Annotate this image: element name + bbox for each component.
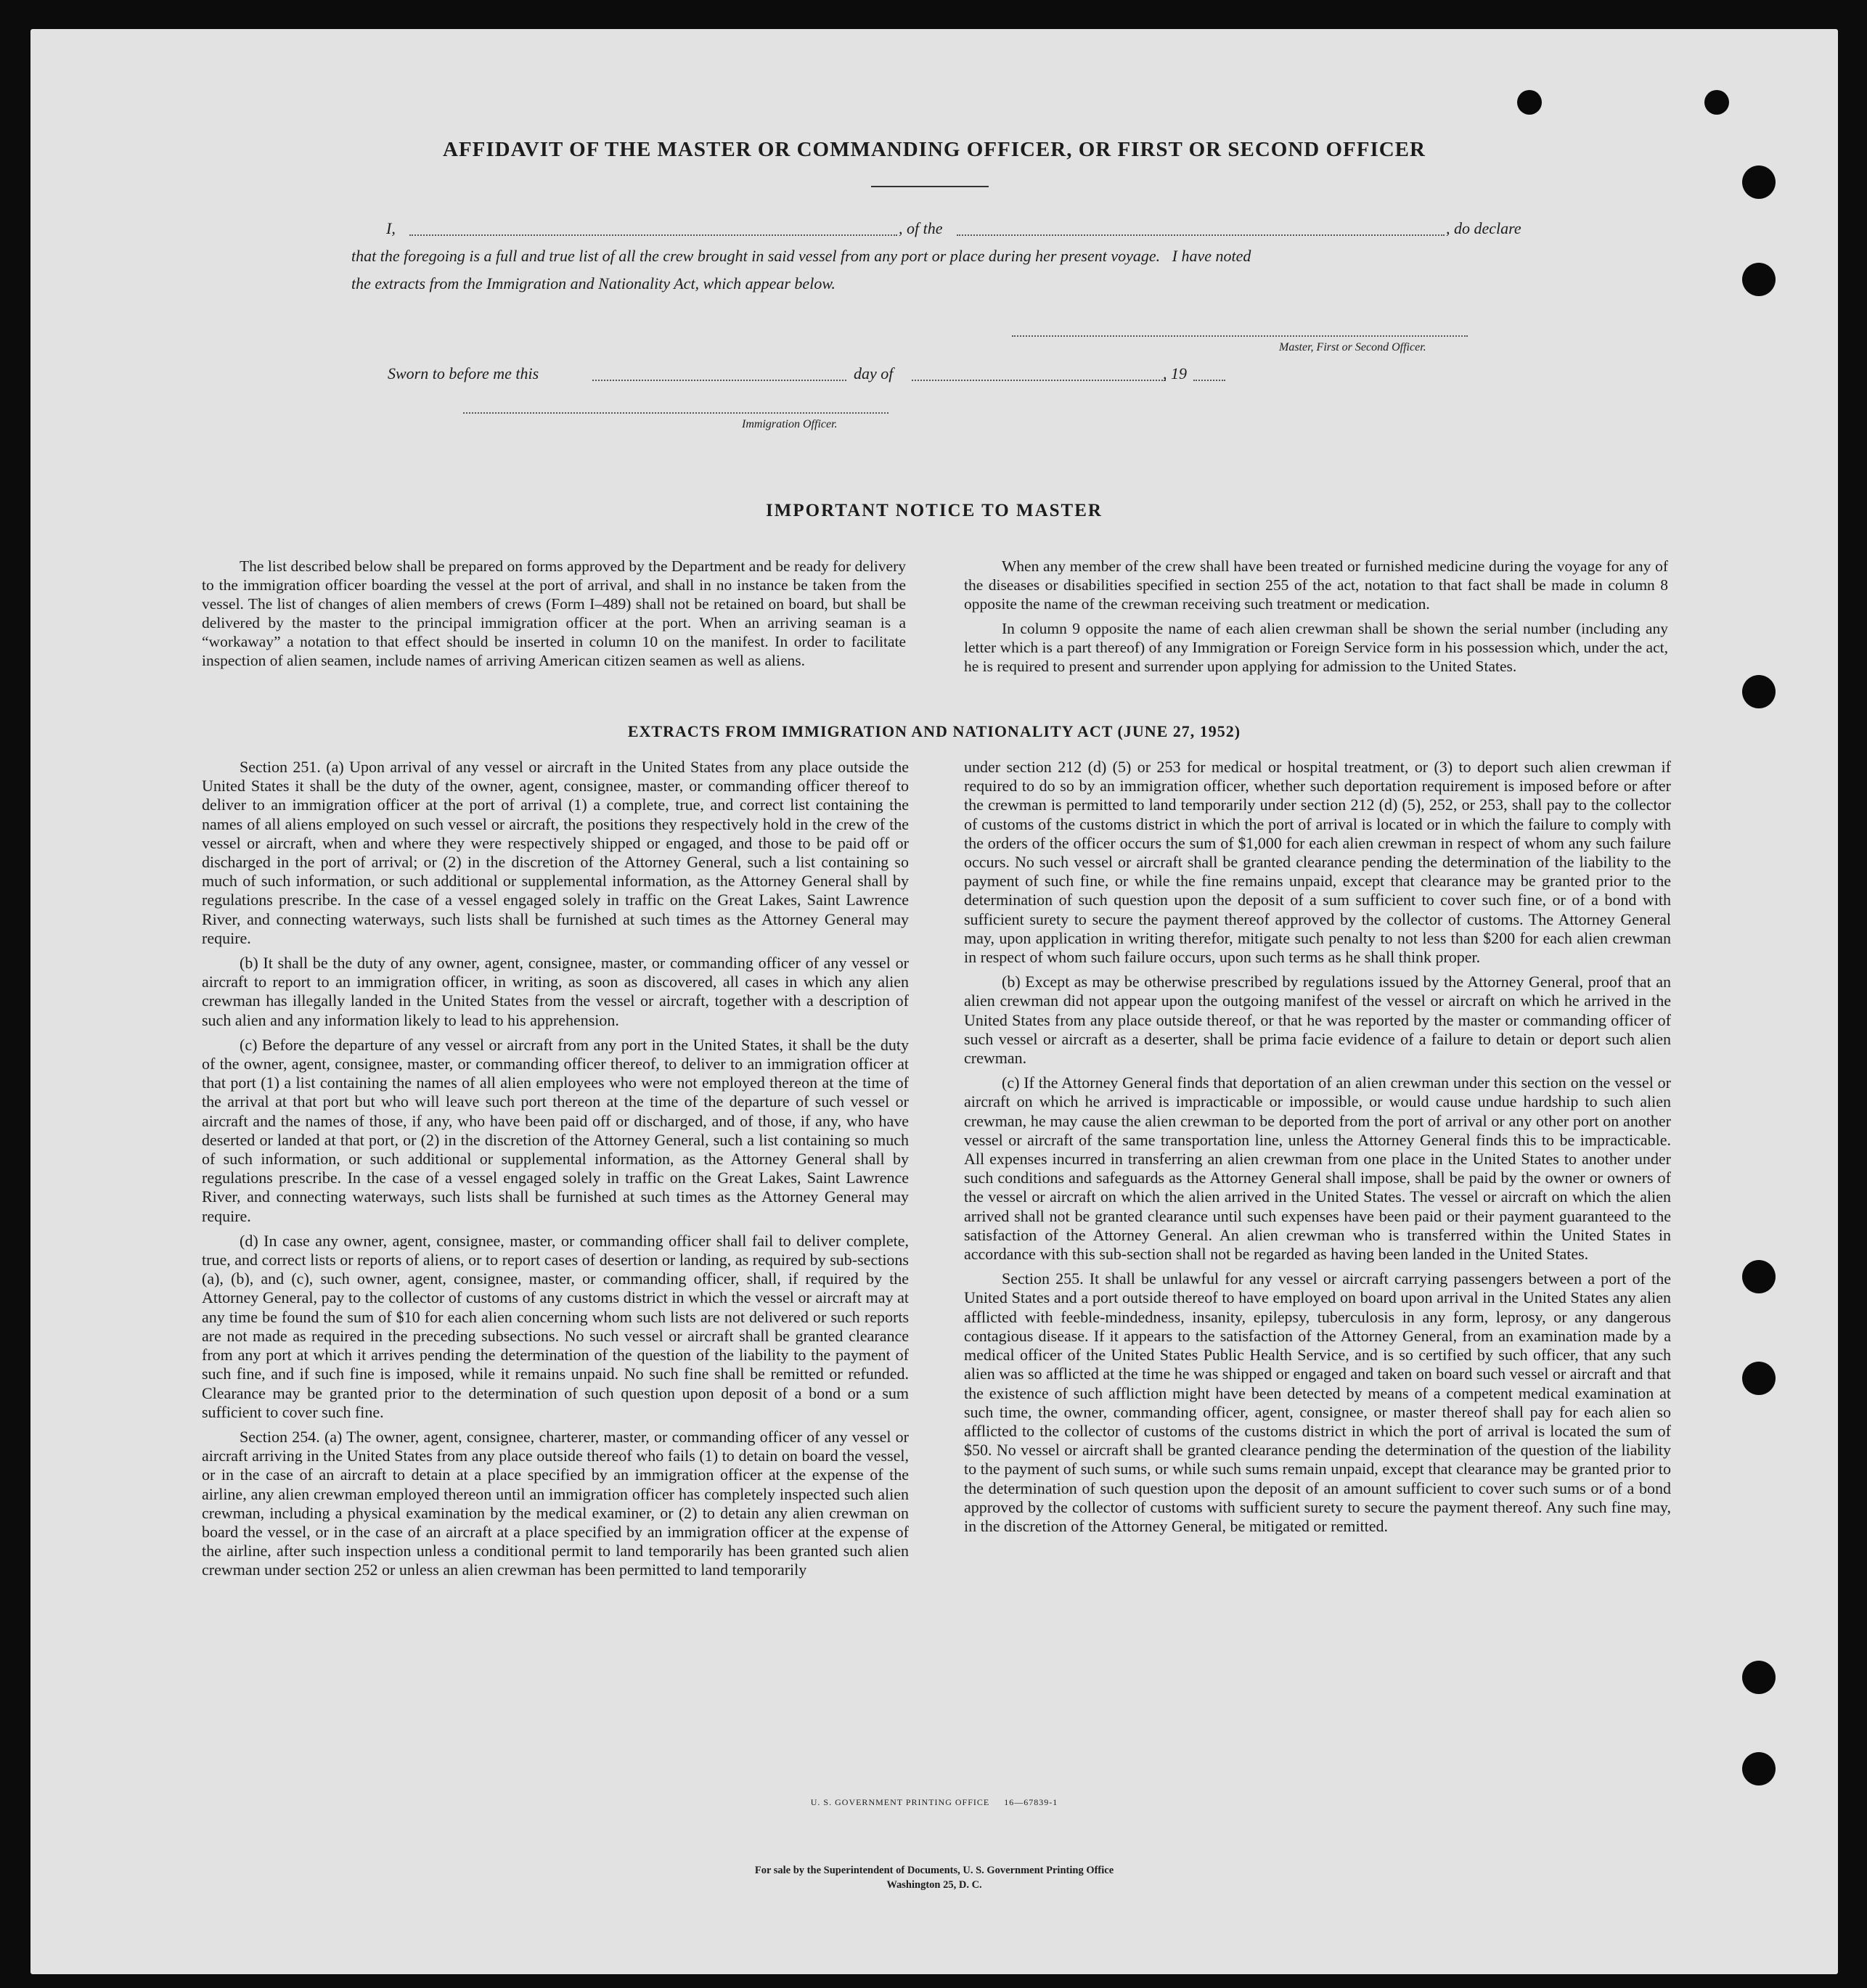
do-declare-label: , do declare: [1446, 219, 1521, 237]
notice-right-paragraph-2: In column 9 opposite the name of each alien crewman shall be shown the serial number (including any letter which is a part thereof) of any Immigration or Foreign Service form in his possession which, under the act, he is required to present and surrender upon applying for admission to the United States.: [964, 620, 1668, 675]
extracts-right-column: [964, 758, 1671, 1542]
punch-hole: [1742, 1362, 1776, 1395]
year-prefix: , 19: [1163, 364, 1187, 383]
sworn-month-blank[interactable]: [912, 380, 1166, 381]
notice-left-paragraph: The list described below shall be prepared on forms approved by the Department and be ready for delivery to the immigration officer boarding the vessel at the port of arrival, and shall in no instance be taken from the vessel. The list of changes of alien members of crews (Form I–489) shall not be retained on board, but shall be delivered by the master to the principal immigration officer at the port. When an arriving seaman is a “workaway” a notation to that effect should be inserted in column 10 on the manifest. In order to facilitate inspection of alien seamen, include names of arriving American citizen seamen as well as aliens.: [202, 557, 906, 669]
extracts-left-column: [202, 758, 909, 1586]
of-the-label: , of the: [899, 219, 943, 237]
immigration-officer-label: Immigration Officer.: [742, 418, 838, 430]
section-254-b: (b) Except as may be otherwise prescribed by regulations issued by the Attorney General, proof that an alien crewman did not appear upon the outgoing manifest of the vessel or aircraft on which he arrived in the United States from any place outside thereof, or that he was reported by the master or commanding officer of such vessel or aircraft as a deserter, shall be prima facie evidence of a failure to detain or deport such alien crewman.: [964, 973, 1671, 1068]
section-254-a-continued: under section 212 (d) (5) or 253 for medical or hospital treatment, or (3) to deport such alien crewman if required to do so by an immigration officer, whether such deportation requirement is imposed before or after the crewman is permitted to land temporarily under section 212 (d) (5), 252, or 253, shall pay to the collector of customs of the customs district in which the port of arrival is located or in which the failure to comply with the orders of the officer occurs the sum of $1,000 for each alien crewman in respect of whom any such failure occurs. No such vessel or aircraft shall be granted clearance pending the determination of the liability to the payment of such fine, or while the fine remains unpaid, except that clearance may be granted prior to the determination of such question upon the deposit of a sum sufficient to cover such fine, or of a bond with sufficient surety to secure the payment thereof approved by the collector of customs. The Attorney General may, upon application in writing therefor, mitigate such penalty to not less than $200 for each alien crewman in respect of whom such failure occurs, upon such terms as he shall think proper.: [964, 758, 1671, 967]
immigration-officer-signature-line[interactable]: [463, 412, 888, 414]
punch-hole: [1742, 1661, 1776, 1694]
sale-line-1: For sale by the Superintendent of Documents, U. S. Government Printing Office: [754, 1865, 1114, 1876]
sworn-label: Sworn to before me this: [388, 364, 539, 383]
punch-hole: [1742, 165, 1776, 199]
section-254-c: (c) If the Attorney General finds that deportation of an alien crewman under this section on the vessel or aircraft on which he arrived is impracticable or impossible, or would cause undue hardship to such alien crewman, he may cause the alien crewman to be deported from the port of arrival or any other port on another vessel or aircraft of the same transportation line, unless the Attorney General finds this to be impracticable. All expenses incurred in transferring an alien crewman from one place in the United States to another under such conditions and safeguards as the Attorney General shall impose, shall be paid by the owner or owners of the vessel or aircraft on which the alien arrived in the United States. The vessel or aircraft on which the alien arrived shall not be granted clearance until such expenses have been paid or their payment guaranteed to the satisfaction of the Attorney General. An alien crewman who is transferred within the United States in accordance with this sub-section shall not be regarded as having been landed in the United States.: [964, 1073, 1671, 1264]
name-blank[interactable]: [409, 234, 897, 236]
notice-right-column: [964, 557, 1668, 682]
declaration-line-3: the extracts from the Immigration and Nationality Act, which appear below.: [351, 274, 836, 293]
extracts-title: EXTRACTS FROM IMMIGRATION AND NATIONALITY ACT (JUNE 27, 1952): [627, 722, 1241, 740]
punch-hole: [1742, 1260, 1776, 1293]
section-255: Section 255. It shall be unlawful for any vessel or aircraft carrying passengers between a port of the United States and a port outside thereof to have employed on board upon arrival in the United States any alien afflicted with feeble-mindedness, insanity, epilepsy, tuberculosis in any form, leprosy, or any dangerous contagious disease. If it appears to the satisfaction of the Attorney General, from an examination made by a medical officer of the United States Public Health Service, and is so certified by such officer, that any such alien was so afflicted at the time he was shipped or engaged and taken on board such vessel or aircraft and that the existence of such affliction might have been detected by means of a competent medical examination at such time, the owner, commanding officer, agent, consignee, or master thereof shall pay for each alien so afflicted to the collector of customs of the customs district in which the port of arrival is located the sum of $50. No vessel or aircraft shall be granted clearance pending the determination of the question of the liability to the payment of such sums, or while such sums remain unpaid, except that clearance may be granted prior to the determination of such question upon the deposit of an amount sufficient to cover such sums or of a bond approved by the collector of customs with sufficient surety to secure the payment thereof. Any such fine may, in the discretion of the Attorney General, be mitigated or remitted.: [964, 1269, 1671, 1535]
form-page: [30, 29, 1838, 1974]
section-251-b: (b) It shall be the duty of any owner, agent, consignee, master, or commanding officer of any vessel or aircraft to report to an immigration officer, in writing, as soon as discovered, all cases in which any alien crewman has illegally landed in the United States from the vessel or aircraft, together with a description of such alien and any information likely to lead to his apprehension.: [202, 954, 909, 1029]
punch-hole: [1742, 1752, 1776, 1785]
punch-hole: [1742, 263, 1776, 296]
punch-hole: [1517, 90, 1542, 115]
section-251-d: (d) In case any owner, agent, consignee, master, or commanding officer shall fail to deliver complete, true, and correct lists or reports of aliens, or to report cases of desertion or landing, as required by sub-sections (a), (b), and (c), such owner, agent, consignee, master, or commanding officer, shall, if required by the Attorney General, pay to the collector of customs of any customs district in which the vessel or aircraft may at any time be found the sum of $10 for each alien concerning whom such lists are not delivered or such reports are not made as required in the preceding subsections. No such vessel or aircraft shall be granted clearance from any port at which it arrives pending the determination of the question of the liability to the payment of such fine, and if such fine is imposed, while it remains unpaid. No such fine shall be remitted or refunded. Clearance may be granted prior to the determination of such question upon deposit of a bond or a sum sufficient to cover such fine.: [202, 1231, 909, 1421]
master-signature-line[interactable]: [1012, 335, 1468, 337]
notice-left-column: [202, 557, 906, 676]
sworn-year-blank[interactable]: [1193, 380, 1225, 381]
sale-line-2: Washington 25, D. C.: [886, 1879, 982, 1891]
printing-office-line: U. S. GOVERNMENT PRINTING OFFICE 16—67839-1: [810, 1797, 1058, 1807]
day-of-label: day of: [854, 364, 894, 383]
affidavit-title: AFFIDAVIT OF THE MASTER OR COMMANDING OFFICER, OR FIRST OR SECOND OFFICER: [443, 138, 1426, 161]
master-label: Master, First or Second Officer.: [1279, 341, 1426, 353]
notice-right-paragraph-1: When any member of the crew shall have been treated or furnished medicine during the voyage for any of the diseases or disabilities specified in section 255 of the act, notation to that fact shall be made in column 8 opposite the name of the crewman receiving such treatment or medication.: [964, 557, 1668, 613]
punch-hole: [1742, 675, 1776, 708]
sworn-day-blank[interactable]: [592, 380, 846, 381]
section-251-a: Section 251. (a) Upon arrival of any vessel or aircraft in the United States from any place outside the United States it shall be the duty of the owner, agent, consignee, master, or commanding officer thereof to deliver to an immigration officer at the port of arrival (1) a complete, true, and correct list containing the names of all aliens employed on such vessel or aircraft, the positions they respectively hold in the crew of the vessel or aircraft, when and where they were respectively shipped or engaged, and those to be paid off or discharged in the port of arrival; or (2) in the discretion of the Attorney General, such a list containing so much of such information, or such additional or supplemental information, as the Attorney General shall by regulations prescribe. In the case of a vessel engaged solely in traffic on the Great Lakes, Saint Lawrence River, and connecting waterways, such lists shall be furnished at such times as the Attorney General may require.: [202, 758, 909, 947]
punch-hole: [1704, 90, 1729, 115]
notice-title: IMPORTANT NOTICE TO MASTER: [766, 501, 1103, 520]
i-label: I,: [386, 219, 396, 237]
title-divider: [871, 186, 989, 187]
vessel-blank[interactable]: [957, 234, 1445, 236]
section-251-c: (c) Before the departure of any vessel or aircraft from any port in the United States, it shall be the duty of the owner, agent, consignee, master, or commanding officer thereof, to deliver to an immigration officer at that port (1) a list containing the names of all alien employees who were not employed thereon at the time of the arrival at that port but who will leave such port thereon at the time of the departure of such vessel or aircraft and the names of those, if any, who have been paid off or discharged, and of those, if any, who have deserted or landed at that port, or (2) in the discretion of the Attorney General, such a list containing so much of such information, or such additional or supplemental information, as the Attorney General shall by regulations prescribe. In the case of a vessel engaged solely in traffic on the Great Lakes, Saint Lawrence River, and connecting waterways, such lists shall be furnished at such times as the Attorney General may require.: [202, 1035, 909, 1225]
declaration-line-2: that the foregoing is a full and true list of all the crew brought in said vessel from any port or place during her present voyage. I have noted: [351, 247, 1251, 265]
section-254-a: Section 254. (a) The owner, agent, consignee, charterer, master, or commanding officer of any vessel or aircraft arriving in the United States from any place outside thereof who fails (1) to detain on board the vessel, or in the case of an aircraft to detain at a place specified by an immigration officer at the expense of the airline, any alien crewman employed thereon until an immigration officer has completely inspected such alien crewman, including a physical examination by the medical examiner, or (2) to detain any alien crewman on board the vessel, or in the case of an aircraft at a place specified by an immigration officer at the expense of the airline, after such inspection unless a conditional permit to land temporarily has been granted such alien crewman under section 252 or unless an alien crewman has been permitted to land temporarily: [202, 1427, 909, 1579]
